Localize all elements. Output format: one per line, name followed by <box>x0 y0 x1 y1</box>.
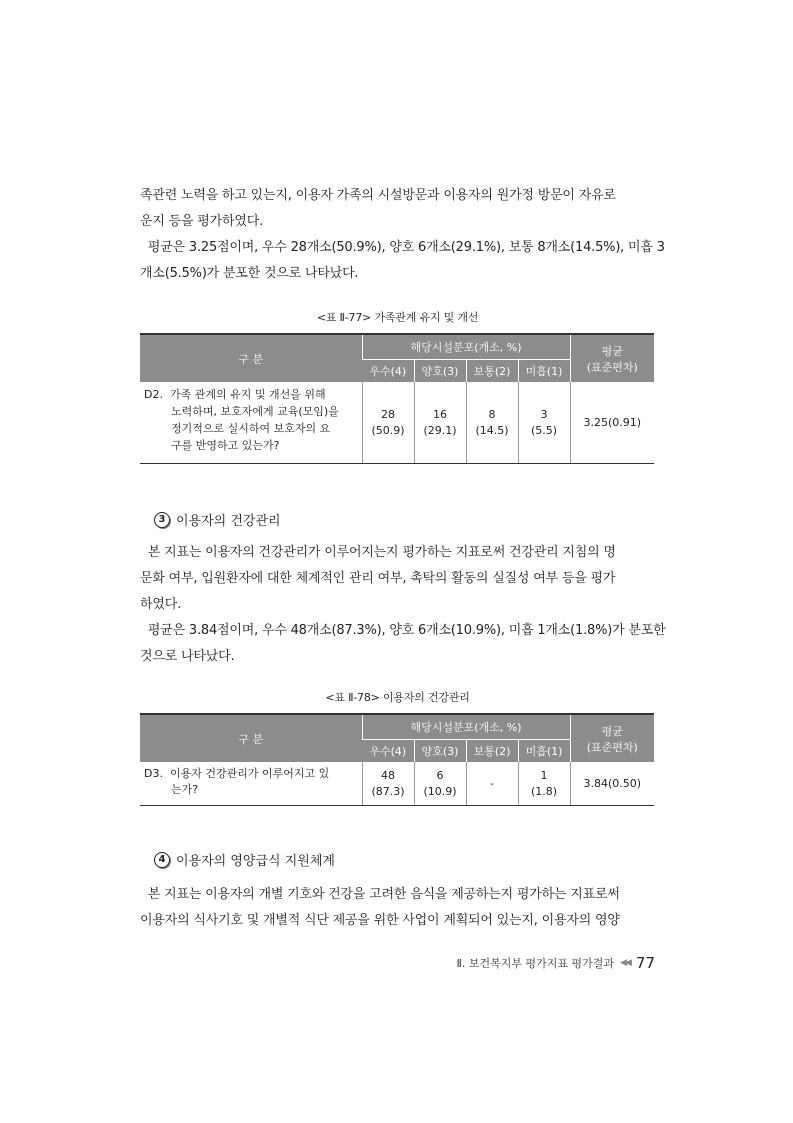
percent: (50.9) <box>371 423 405 437</box>
count: 8 <box>488 407 496 421</box>
question-code: D2. <box>144 388 163 401</box>
question-line: 는가? <box>171 783 199 796</box>
text-line: 본 지표는 이용자의 개별 기호와 건강을 고려한 음식을 제공하는지 평가하는 지표로써 <box>140 887 620 902</box>
header-good: 양호(3) <box>414 360 466 383</box>
header-distribution: 해당시설분포(개소, %) <box>362 714 570 740</box>
percent: (1.8) <box>530 784 558 798</box>
count: 6 <box>436 768 444 782</box>
header-average <box>570 714 654 762</box>
page-footer <box>140 954 655 972</box>
average-cell: 3.84(0.50) <box>570 762 654 806</box>
header-distribution: 해당시설분포(개소, %) <box>362 334 570 360</box>
count: 48 <box>381 768 395 782</box>
count: 16 <box>433 407 447 421</box>
question-line: 정기적으로 실시하여 보호자의 요 <box>171 422 331 435</box>
section-title: 이용자의 영양급식 지원체계 <box>176 854 335 869</box>
table-row <box>140 382 654 464</box>
question-line: 가족 관계의 유지 및 개선을 위해 <box>170 388 326 401</box>
text-line: 하였다. <box>140 597 182 612</box>
value-cell <box>414 382 466 464</box>
question-line: 구를 반영하고 있는가? <box>171 439 280 452</box>
header-excellent: 우수(4) <box>362 360 414 383</box>
text-line: 본 지표는 이용자의 건강관리가 이루어지는지 평가하는 지표로써 건강관리 지침의 명 <box>140 545 616 560</box>
circled-number: 4 <box>154 852 170 868</box>
value-cell <box>414 762 466 806</box>
header-poor: 미흡(1) <box>518 740 570 763</box>
intro-paragraph <box>140 183 665 287</box>
page-number: 77 <box>635 954 655 972</box>
value-cell <box>466 762 518 806</box>
table-health-management <box>140 713 654 806</box>
text-line: 이용자의 식사기호 및 개별적 식단 제공을 위한 사업이 계획되어 있는지, 이용자의 영양 <box>140 913 620 928</box>
text-line: 평균은 3.84점이며, 우수 48개소(87.3%), 양호 6개소(10.9%), 미흡 1개소(1.8%)가 분포한 <box>140 623 666 638</box>
section-heading <box>154 850 335 869</box>
text-line: 개소(5.5%)가 분포한 것으로 나타났다. <box>140 266 359 281</box>
footer-section-label: Ⅱ. 보건복지부 평가지표 평가결과 <box>456 957 615 970</box>
value-cell <box>518 382 570 464</box>
count: 28 <box>381 407 395 421</box>
circled-number: 3 <box>154 512 170 528</box>
value-cell <box>518 762 570 806</box>
header-fair: 보통(2) <box>466 360 518 383</box>
value-cell <box>362 762 414 806</box>
header-fair: 보통(2) <box>466 740 518 763</box>
average-cell: 3.25(0.91) <box>570 382 654 464</box>
header-category: 구 분 <box>140 714 362 762</box>
count: 3 <box>540 407 548 421</box>
header-excellent: 우수(4) <box>362 740 414 763</box>
question-code: D3. <box>144 767 163 780</box>
table-family-relations <box>140 333 654 464</box>
question-cell <box>140 382 362 464</box>
section3-paragraph <box>140 540 666 670</box>
text-line: 문화 여부, 입원환자에 대한 체계적인 관리 여부, 촉탁의 활동의 실질성 여부 등을 평가 <box>140 571 616 586</box>
question-line: 노력하며, 보호자에게 교육(모임)을 <box>171 405 339 418</box>
text-line: 족관련 노력을 하고 있는지, 이용자 가족의 시설방문과 이용자의 원가정 방문이 자유로 <box>140 188 616 203</box>
percent: (5.5) <box>530 423 558 437</box>
table-caption: <표 Ⅱ-78> 이용자의 건강관리 <box>325 691 470 704</box>
text-line: 것으로 나타났다. <box>140 649 235 664</box>
count: 1 <box>540 768 548 782</box>
header-category: 구 분 <box>140 334 362 382</box>
double-arrow-left-icon: ◀◀ <box>620 958 630 968</box>
value-cell <box>466 382 518 464</box>
section4-paragraph <box>140 882 655 934</box>
question-line: 이용자 건강관리가 이루어지고 있 <box>170 767 330 780</box>
header-average-label: 평균 <box>601 724 623 738</box>
header-poor: 미흡(1) <box>518 360 570 383</box>
percent: (10.9) <box>423 784 457 798</box>
question-cell <box>140 762 362 806</box>
section-title: 이용자의 건강관리 <box>176 514 281 529</box>
text-line: 평균은 3.25점이며, 우수 28개소(50.9%), 양호 6개소(29.1%), 보통 8개소(14.5%), 미흡 3 <box>140 240 665 255</box>
table-row <box>140 762 654 806</box>
count: - <box>490 776 494 790</box>
header-average-sd: (표준편차) <box>586 740 638 754</box>
header-average <box>570 334 654 382</box>
percent: (87.3) <box>371 784 405 798</box>
text-line: 운지 등을 평가하였다. <box>140 214 264 229</box>
header-average-sd: (표준편차) <box>586 360 638 374</box>
header-average-label: 평균 <box>601 344 623 358</box>
table-caption: <표 Ⅱ-77> 가족관계 유지 및 개선 <box>316 311 479 324</box>
section-heading <box>154 510 281 529</box>
percent: (29.1) <box>423 423 457 437</box>
percent: (14.5) <box>475 423 509 437</box>
value-cell <box>362 382 414 464</box>
header-good: 양호(3) <box>414 740 466 763</box>
